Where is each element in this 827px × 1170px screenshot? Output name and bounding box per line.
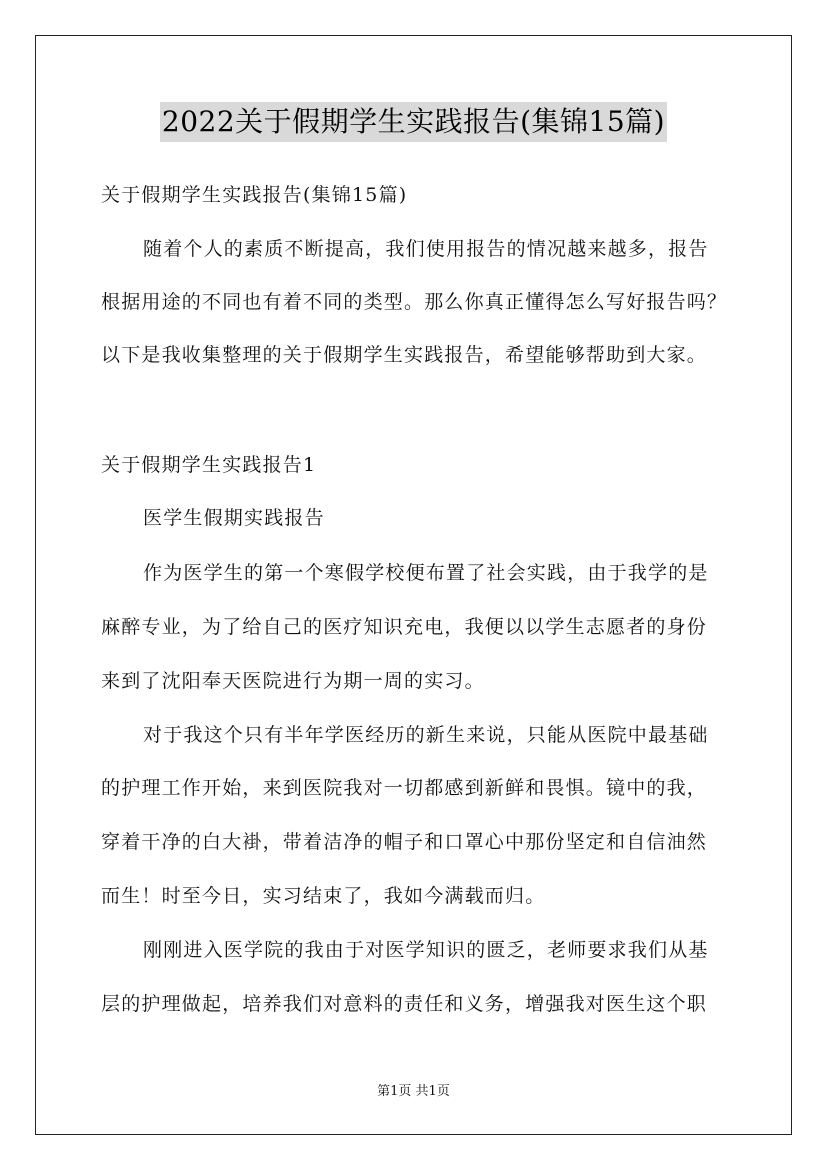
intro-line: 以下是我收集整理的关于假期学生实践报告，希望能够帮助到大家。: [101, 344, 708, 366]
paragraph-line: 的护理工作开始，来到医院我对一切都感到新鲜和畏惧。镜中的我，: [101, 777, 708, 799]
paragraph-line: 作为医学生的第一个寒假学校便布置了社会实践，由于我学的是: [143, 562, 709, 584]
section-subheading: 医学生假期实践报告: [143, 507, 325, 529]
paragraph-line: 穿着干净的白大褂，带着洁净的帽子和口罩心中那份坚定和自信油然: [101, 831, 708, 853]
document-subtitle: 关于假期学生实践报告(集锦15篇): [101, 184, 408, 206]
title-container: [0, 102, 827, 142]
paragraph-line: 对于我这个只有半年学医经历的新生来说，只能从医院中最基础: [143, 724, 709, 746]
section-heading: 关于假期学生实践报告1: [101, 454, 317, 476]
intro-line: 根据用途的不同也有着不同的类型。那么你真正懂得怎么写好报告吗？: [101, 291, 728, 313]
intro-line: 随着个人的素质不断提高，我们使用报告的情况越来越多，报告: [143, 238, 709, 260]
document-title: 2022关于假期学生实践报告(集锦15篇): [160, 102, 667, 142]
paragraph-line: 麻醉专业，为了给自己的医疗知识充电，我便以以学生志愿者的身份: [101, 616, 708, 638]
paragraph-line: 刚刚进入医学院的我由于对医学知识的匮乏，老师要求我们从基: [143, 939, 709, 961]
paragraph-line: 而生！时至今日，实习结束了，我如今满载而归。: [101, 885, 546, 907]
paragraph-line: 来到了沈阳奉天医院进行为期一周的实习。: [101, 670, 485, 692]
page-footer: 第1页 共1页: [377, 1084, 450, 1099]
paragraph-line: 层的护理做起，培养我们对意料的责任和义务，增强我对医生这个职: [101, 993, 708, 1015]
